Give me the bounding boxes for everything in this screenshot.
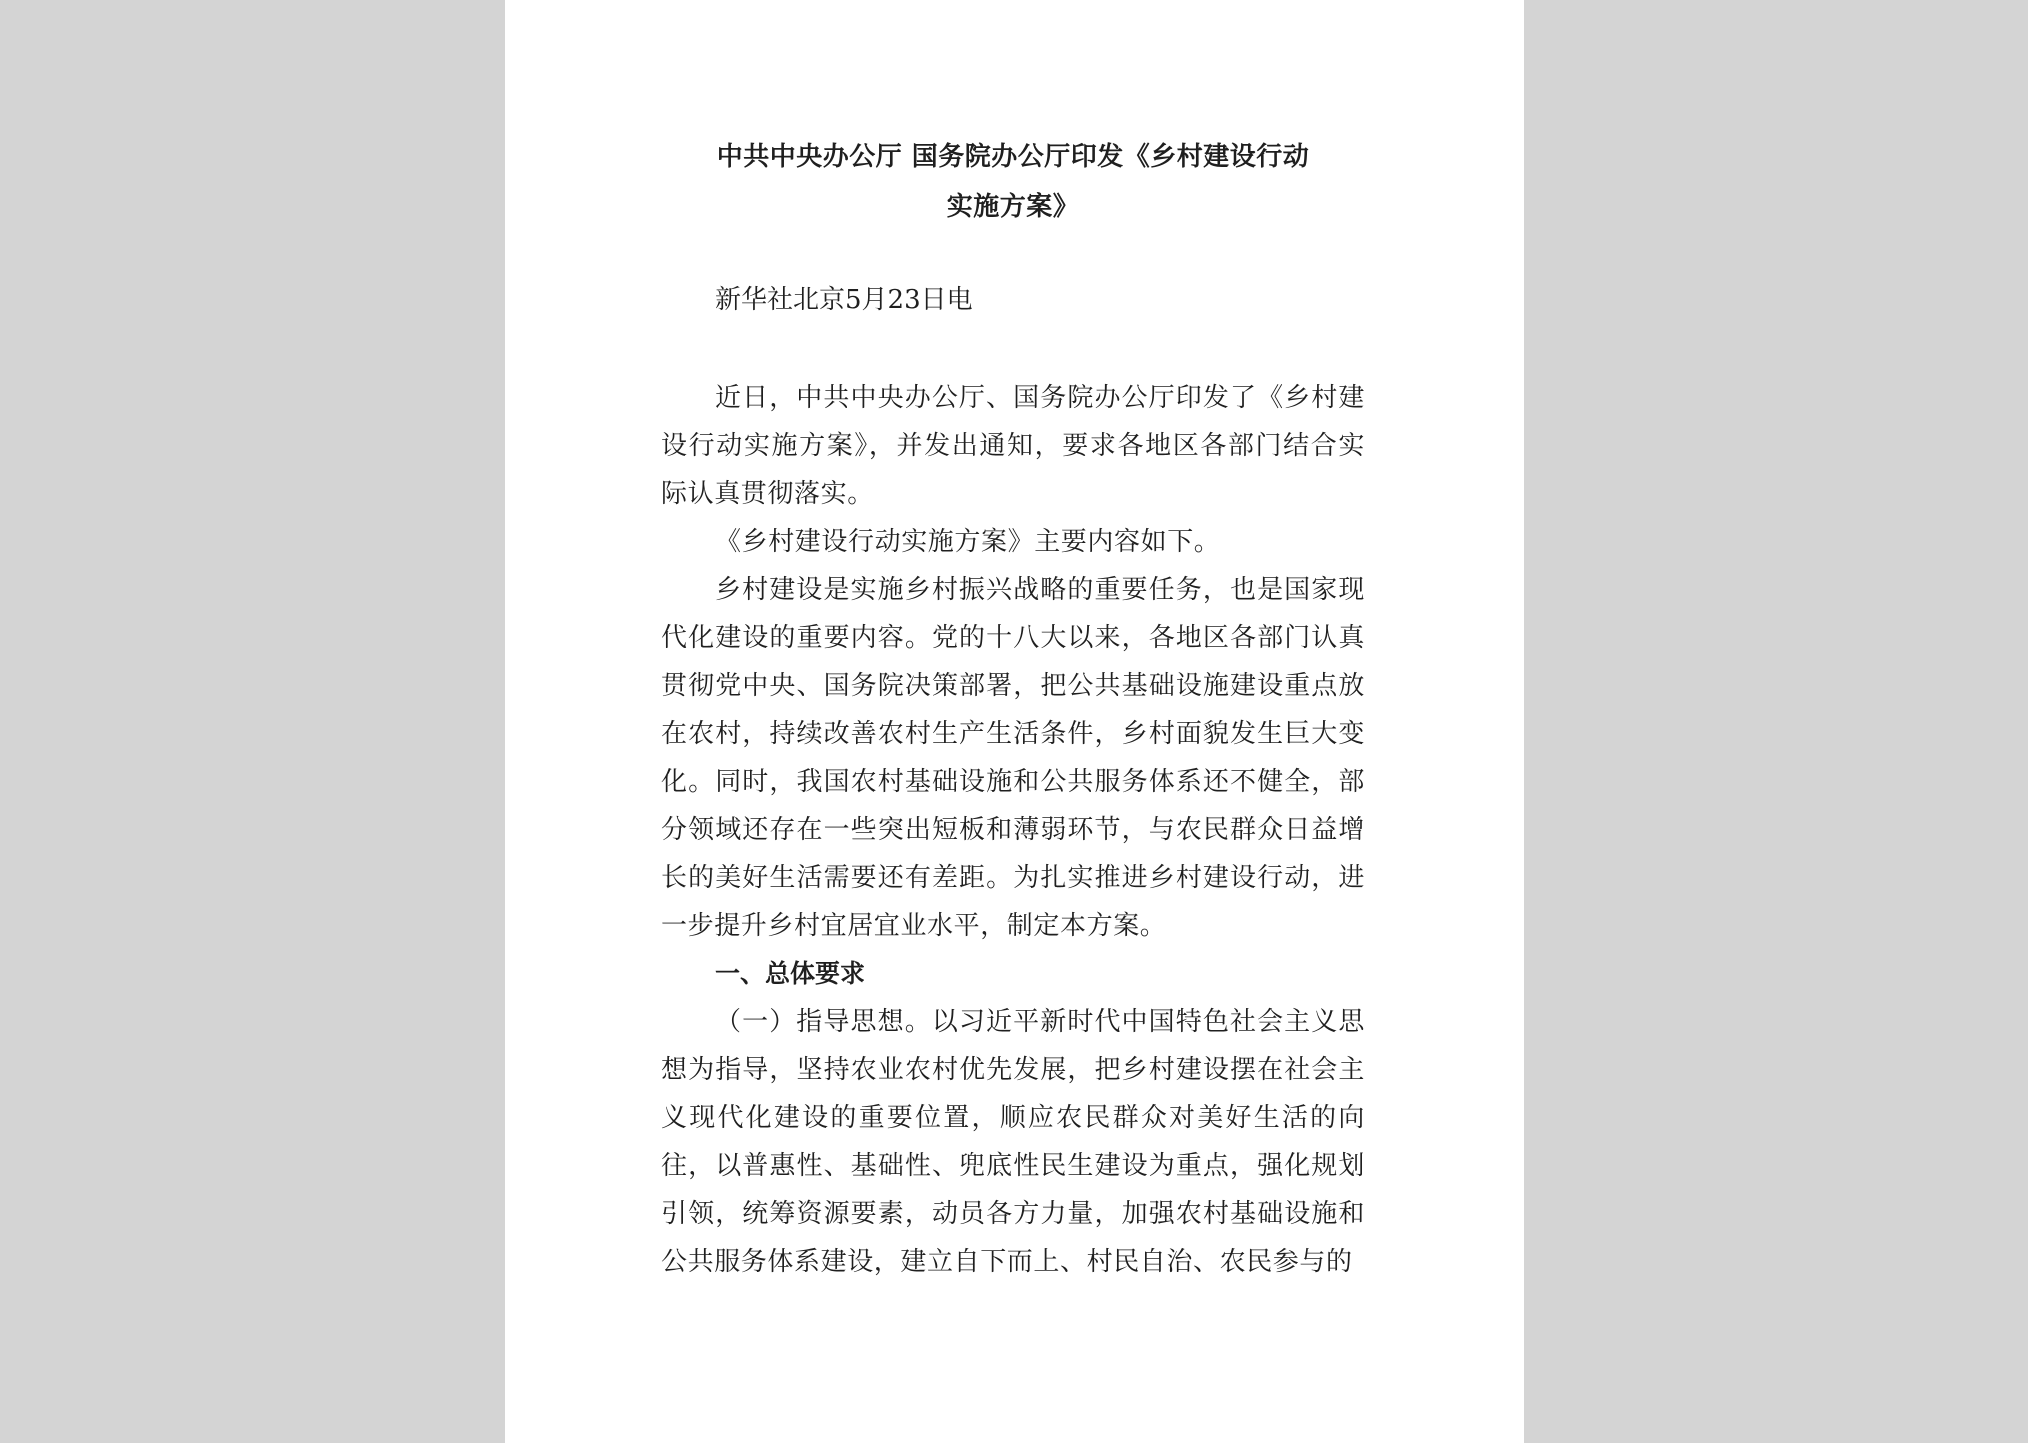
document-title [661,132,1365,232]
document-body [661,374,1365,1286]
dateline: 新华社北京5月23日电 [715,285,973,315]
paragraph-summary: 《乡村建设行动实施方案》主要内容如下。 [715,527,1221,557]
paragraph-background: 乡村建设是实施乡村振兴战略的重要任务，也是国家现代化建设的重要内容。党的十八大以来，各地区各部门认真贯彻党中央、国务院决策部署，把公共基础设施建设重点放在农村，持续改善农村生产生活条件，乡村面貌发生巨大变化。同时，我国农村基础设施和公共服务体系还不健全，部分领域还存在一些突出短板和薄弱环节，与农民群众日益增长的美好生活需要还有差距。为扎实推进乡村建设行动，进一步提升乡村宜居宜业水平，制定本方案。 [661,575,1365,941]
title-line-2: 实施方案》 [946,192,1080,222]
section-heading: 一、总体要求 [715,959,866,988]
paragraph-intro: 近日，中共中央办公厅、国务院办公厅印发了《乡村建设行动实施方案》，并发出通知，要求各地区各部门结合实际认真贯彻落实。 [661,383,1365,509]
paragraph-guiding-ideology: （一）指导思想。以习近平新时代中国特色社会主义思想为指导，坚持农业农村优先发展，把乡村建设摆在社会主义现代化建设的重要位置，顺应农民群众对美好生活的向往，以普惠性、基础性、兜底性民生建设为重点，强化规划引领，统筹资源要素，动员各方力量，加强农村基础设施和公共服务体系建设，建立自下而上、村民自治、农民参与的 [661,1007,1365,1277]
document-page [505,0,1524,1443]
title-line-1: 中共中央办公厅 国务院办公厅印发《乡村建设行动 [716,142,1310,172]
